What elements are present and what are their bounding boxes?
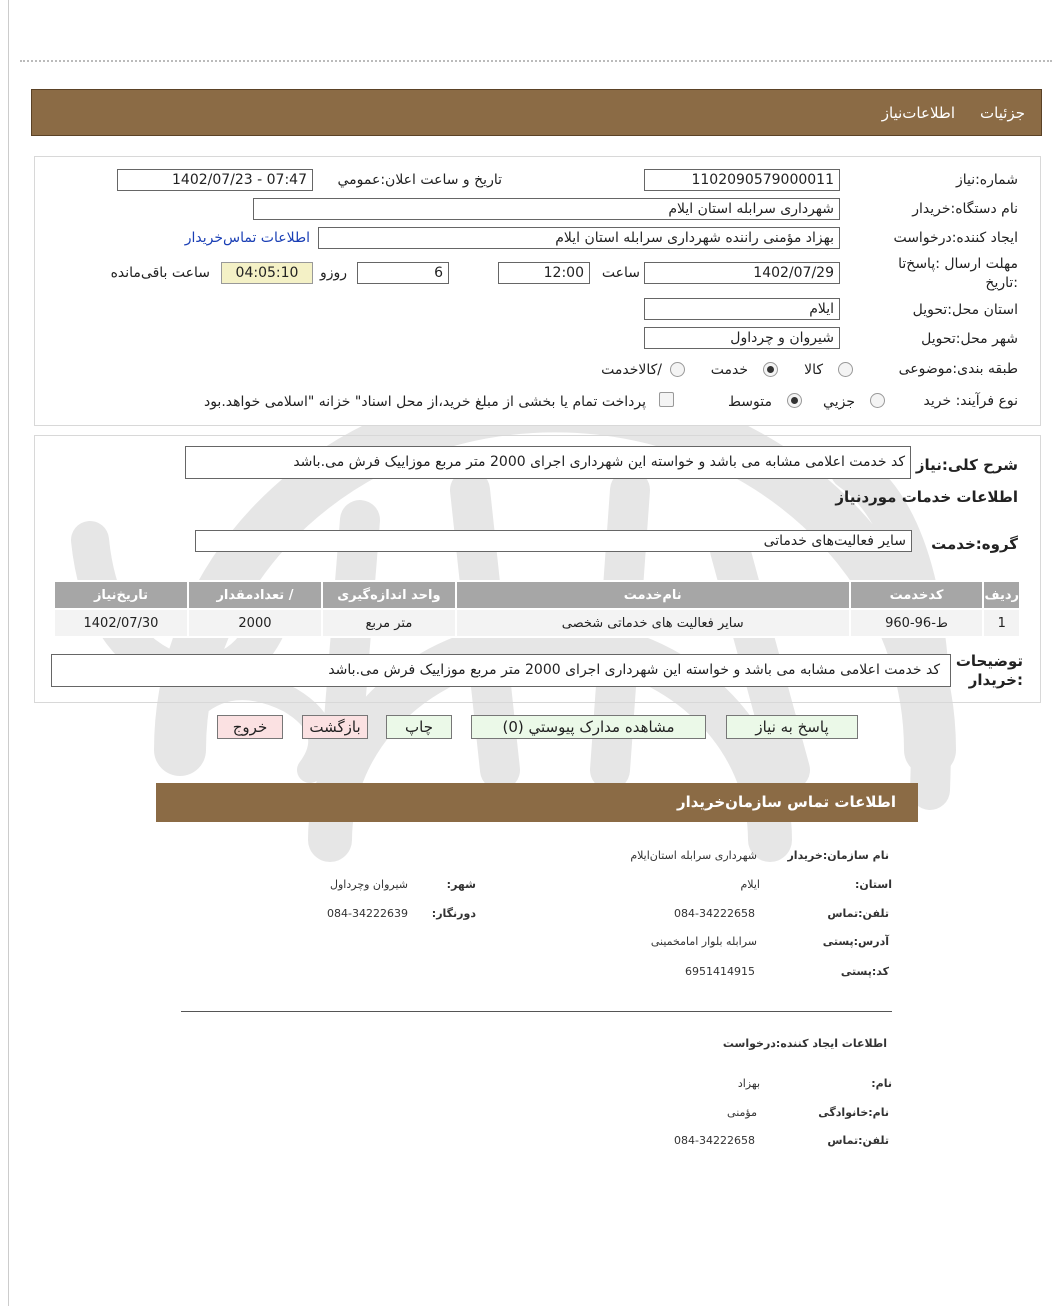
deadline-label-date: :تاریخ	[985, 275, 1018, 291]
cell-quantity: 2000	[188, 609, 322, 637]
category-goods-radio[interactable]	[838, 362, 853, 377]
deadline-time-field: 12:00	[498, 262, 590, 284]
general-desc-field: کد خدمت اعلامی مشابه می باشد و خواسته این شهرداری اجرای 2000 متر مربع موزاییک فرش می.باشد	[185, 446, 911, 479]
header-bar	[31, 89, 1042, 136]
creator-phone-value: 084-34222658	[674, 1134, 755, 1147]
buyer-org-field: شهرداری سرابله استان ایلام	[253, 198, 840, 220]
creator-name-label: :نام	[871, 1077, 892, 1090]
province-label: استان محل:تحویل	[912, 302, 1018, 318]
table-row	[54, 609, 1020, 637]
process-minor-label: جزیي	[823, 394, 855, 410]
contact-province-value: ایلام	[740, 878, 760, 891]
category-service-label: خدمت	[710, 362, 748, 378]
buyer-contact-heading: اطلاعات تماس سازمان‌خریدار	[676, 793, 896, 811]
cell-row: 1	[983, 609, 1020, 637]
services-table	[53, 580, 1021, 638]
buyer-contact-link[interactable]: اطلاعات تماس‌خریدار	[184, 230, 310, 246]
city-label: شهر محل:تحویل	[921, 331, 1018, 347]
buyer-notes-label: توضیحات	[955, 652, 1023, 670]
table-header-row	[54, 581, 1020, 609]
contact-separator	[181, 1011, 892, 1012]
col-service-name: نام‌خدمت	[456, 581, 850, 609]
contact-fax-value: 084-34222639	[327, 907, 408, 920]
contact-postal-value: 6951414915	[685, 965, 755, 978]
category-goods-service-radio[interactable]	[670, 362, 685, 377]
services-heading: اطلاعات خدمات موردنیاز	[835, 488, 1018, 506]
col-quantity: / تعدادمقدار	[188, 581, 322, 609]
treasury-payment-label: پرداخت تمام یا بخشی از مبلغ خرید،از محل اسناد" خزانه "اسلامی خواهد.بود	[203, 394, 646, 410]
process-type-label: نوع فرآیند: خرید	[923, 393, 1018, 409]
creator-name-value: بهزاد	[737, 1077, 760, 1090]
contact-postal-label: کد:پستی	[840, 965, 889, 978]
category-service-radio[interactable]	[763, 362, 778, 377]
remaining-label: ساعت باقی‌مانده	[110, 265, 210, 281]
back-button[interactable]: بازگشت	[302, 715, 368, 739]
tab-details[interactable]: جزئیات	[980, 104, 1025, 122]
tab-need-info[interactable]: اطلاعات‌نیاز	[881, 104, 955, 122]
deadline-date-field: 1402/07/29	[644, 262, 840, 284]
days-label: روزو	[319, 265, 347, 281]
contact-city-value: شیروان وچرداول	[330, 878, 408, 891]
requester-label: ایجاد کننده:درخواست	[893, 230, 1018, 246]
deadline-time-label: ساعت	[601, 265, 640, 281]
page-left-border	[8, 0, 9, 1306]
col-unit: واحد اندازه‌گیری	[322, 581, 456, 609]
top-dotted-divider	[20, 60, 1052, 62]
announce-date-field: 1402/07/23 - 07:47	[117, 169, 313, 191]
treasury-payment-checkbox[interactable]	[659, 392, 674, 407]
cell-need-date: 1402/07/30	[54, 609, 188, 637]
print-button[interactable]: چاپ	[386, 715, 452, 739]
process-minor-radio[interactable]	[870, 393, 885, 408]
col-need-date: تاریخ‌نیاز	[54, 581, 188, 609]
creator-family-value: مؤمنی	[727, 1106, 757, 1119]
cell-service-code: ط-96-960	[850, 609, 984, 637]
creator-phone-label: تلفن:تماس	[827, 1134, 889, 1147]
category-goods-label: کالا	[804, 362, 823, 378]
contact-phone-label: تلفن:تماس	[827, 907, 889, 920]
creator-family-label: نام:خانوادگی	[818, 1106, 889, 1119]
org-name-value: شهرداری سرابله استان‌ایلام	[630, 849, 757, 862]
city-field: شیروان و چرداول	[644, 327, 840, 349]
buyer-notes-label-2: :خریدار	[968, 671, 1023, 689]
view-attachments-button[interactable]: مشاهده مدارک پیوستي (0)	[471, 715, 706, 739]
deadline-label: مهلت ارسال :پاسخ‌تا	[898, 256, 1018, 272]
contact-province-label: :استان	[854, 878, 892, 891]
province-field: ایلام	[644, 298, 840, 320]
buyer-org-label: نام دستگاه:خریدار	[912, 201, 1018, 217]
need-info-section	[34, 156, 1041, 426]
service-group-field: سایر فعالیت‌های خدماتی	[195, 530, 912, 552]
creator-heading: اطلاعات ایجاد کننده:درخواست	[722, 1037, 887, 1050]
requester-field: بهزاد مؤمنی راننده شهرداری سرابله استان ایلام	[318, 227, 840, 249]
need-number-field: 1102090579000011	[644, 169, 840, 191]
buyer-contact-bar	[156, 783, 918, 822]
cell-unit: متر مربع	[322, 609, 456, 637]
process-medium-radio[interactable]	[787, 393, 802, 408]
category-goods-service-label: /کالاخدمت	[601, 362, 662, 378]
contact-address-label: آدرس:پستی	[822, 935, 889, 948]
service-group-label: گروه:خدمت	[931, 535, 1018, 553]
col-service-code: کدخدمت	[850, 581, 984, 609]
cell-service-name: سایر فعالیت های خدماتی شخصی	[456, 609, 850, 637]
need-number-label: شماره:نیاز	[955, 172, 1018, 188]
contact-city-label: :شهر	[446, 878, 476, 891]
contact-fax-label: :دورنگار	[431, 907, 476, 920]
reply-button[interactable]: پاسخ به نیاز	[726, 715, 858, 739]
buyer-notes-field: کد خدمت اعلامی مشابه می باشد و خواسته این شهرداری اجرای 2000 متر مربع موزاییک فرش می.باشد	[51, 654, 951, 687]
countdown-timer: 04:05:10	[221, 262, 313, 284]
category-label: طبقه بندی:موضوعی	[898, 361, 1018, 377]
col-row: ردیف	[983, 581, 1020, 609]
days-field: 6	[357, 262, 449, 284]
general-desc-label: شرح کلی:نیاز	[915, 456, 1018, 474]
process-medium-label: متوسط	[728, 394, 772, 410]
contact-phone-value: 084-34222658	[674, 907, 755, 920]
org-name-label: نام سازمان:خریدار	[787, 849, 889, 862]
announce-label: تاریخ و ساعت اعلان:عمومي	[337, 172, 502, 188]
contact-address-value: سرابله بلوار امامخمینی	[650, 935, 757, 948]
exit-button[interactable]: خروج	[217, 715, 283, 739]
services-table-wrap	[53, 580, 1021, 638]
